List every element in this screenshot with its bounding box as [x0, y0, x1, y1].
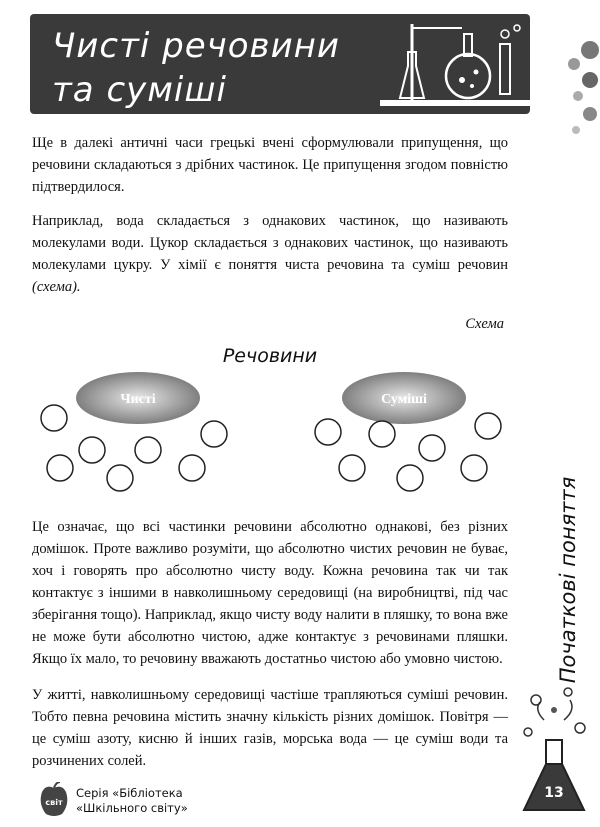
- particle-circle: [47, 455, 73, 481]
- lab-equipment-icon: [372, 14, 532, 114]
- particle-circle: [79, 437, 105, 463]
- particle-circle: [179, 455, 205, 481]
- publisher-logo-icon: [36, 782, 72, 818]
- mixtures-label: Суміші: [381, 392, 427, 407]
- page-number-flask: [514, 680, 594, 820]
- particle-circle: [315, 419, 341, 445]
- particle-circle: [135, 437, 161, 463]
- schema-label: Схема: [465, 316, 504, 332]
- footer: [36, 780, 236, 820]
- section-side-tab-label: Початкові поняття: [556, 476, 580, 684]
- paragraph-1: Ще в далекі античні часи грецькі вчені сформулювали припущення, що речовини складаються з дрібних частинок. Це припущення згодом повністю підтвердилося.: [32, 135, 508, 195]
- page-title-line1: Чисті речовини: [52, 26, 341, 66]
- particle-circle: [41, 405, 67, 431]
- publisher-logo-text: світ: [45, 798, 63, 807]
- page-number: 13: [544, 785, 564, 801]
- particle-circle: [201, 421, 227, 447]
- series-line-2: «Шкільного світу»: [76, 801, 188, 815]
- particle-circle: [419, 435, 445, 461]
- page-title-line2: та суміші: [52, 70, 227, 110]
- substances-diagram: [30, 370, 510, 500]
- particle-circle: [339, 455, 365, 481]
- schema-title: Речовини: [222, 345, 318, 367]
- particle-circle: [369, 421, 395, 447]
- particle-circle: [397, 465, 423, 491]
- series-line-1: Серія «Бібліотека: [76, 786, 183, 800]
- paragraph-3: Це означає, що всі частинки речовини абсолютно однакові, без різних домішок. Проте важливо розуміти, що абсолютно чистих речовин не буває, хоч і говорять про абсолютно чисту воду. Кожна речовина так чи так контактує з іншими в навколишньому середовищі (на виробництві, під час зберігання тощо). Наприклад, якщо чисту воду налити в пляшку, то вона вже не може бути абсолютно чистою, адже контактує з речовинами пляшки. Якщо їх мало, то речовину вважають достатньо чистою або умовно чистою.: [32, 519, 508, 667]
- pure-substances-label: Чисті: [120, 392, 156, 407]
- particle-circle: [475, 413, 501, 439]
- paragraph-2-ref: (схема).: [32, 279, 81, 295]
- paragraph-4: У житті, навколишньому середовищі частіше трапляються суміші речовин. Тобто певна речовина містить значну кількість різних домішок. Повітря — це суміш азоту, кисню й інших газів, морська вода — це суміш води та розчинених солей.: [32, 687, 508, 769]
- decorative-dots: [560, 30, 600, 150]
- paragraph-2: [32, 210, 508, 298]
- paragraph-2-text: Наприклад, вода складається з однакових частинок, що називають молекулами води. Цукор складається з однакових частинок, що називають молекулами цукру. У хімії є поняття чиста речовина та суміш речовин: [32, 213, 508, 273]
- particle-circle: [461, 455, 487, 481]
- particle-circle: [107, 465, 133, 491]
- title-banner: [30, 14, 530, 114]
- section-side-tab: [544, 476, 592, 684]
- series-name: [76, 786, 188, 816]
